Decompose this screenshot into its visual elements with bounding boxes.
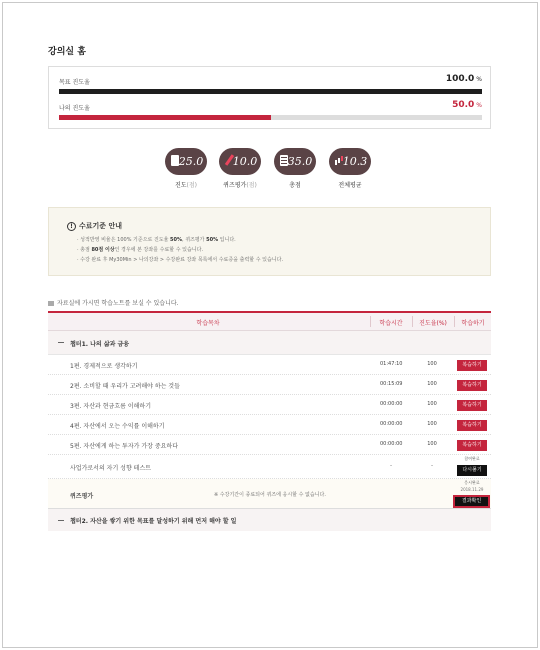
my-progress-value: 50.0 % bbox=[452, 100, 482, 110]
chapter-row[interactable] bbox=[48, 509, 491, 531]
stat-quiz-label: 퀴즈평가 bbox=[223, 182, 247, 189]
score-summary bbox=[160, 148, 375, 192]
chapter-row[interactable] bbox=[48, 331, 491, 355]
chapter-title: 챕터2. 자산을 쌓기 위한 목표를 달성하기 위해 먼저 해야 할 일 bbox=[70, 518, 237, 525]
view-result-button[interactable]: 결과확인 bbox=[453, 495, 490, 508]
stat-total bbox=[269, 148, 321, 189]
progress-panel bbox=[48, 66, 491, 129]
header-action: 학습하기 bbox=[461, 320, 485, 327]
notice-line: · 성적반영 비율은 100% 기준으로 진도율 50%, 퀴즈평가 50% 입니다. bbox=[77, 237, 236, 243]
quiz-title: 퀴즈평가 bbox=[70, 493, 94, 500]
stat-progress-badge: 25.0 bbox=[165, 148, 207, 175]
lesson-row bbox=[48, 415, 491, 435]
stat-total-label: 총점 bbox=[289, 182, 301, 189]
list-icon bbox=[280, 155, 288, 166]
my-progress-fill bbox=[59, 115, 271, 120]
collapse-icon[interactable] bbox=[58, 342, 64, 343]
info-icon: ! bbox=[67, 222, 76, 231]
page-title: 강의실 홈 bbox=[48, 47, 86, 57]
lesson-row bbox=[48, 395, 491, 415]
stat-average-label: 전체평균 bbox=[338, 182, 362, 189]
lesson-title: 4편. 자산에서 오는 수익률 이해하기 bbox=[70, 423, 165, 430]
header-title: 학습목차 bbox=[196, 320, 220, 327]
target-progress-bar bbox=[59, 89, 482, 94]
stat-total-badge: 35.0 bbox=[274, 148, 316, 175]
review-button[interactable]: 복습하기 bbox=[457, 400, 487, 411]
lesson-row bbox=[48, 355, 491, 375]
target-progress-label: 목표 진도율 bbox=[59, 79, 90, 86]
lesson-time: 00:00:00 bbox=[380, 441, 403, 447]
header-rate: 진도율(%) bbox=[419, 320, 447, 327]
retake-button[interactable]: 다시풀기 bbox=[457, 465, 487, 476]
review-button[interactable]: 복습하기 bbox=[457, 440, 487, 451]
self-test-title: 사업가로서의 자기 성향 테스트 bbox=[70, 465, 152, 472]
notice-title: ! 수료기준 안내 bbox=[67, 221, 122, 231]
self-test-row bbox=[48, 455, 491, 479]
stat-quiz-badge: 10.0 bbox=[219, 148, 261, 175]
target-progress-fill bbox=[59, 89, 482, 94]
lesson-time: 00:00:00 bbox=[380, 421, 403, 427]
lesson-table bbox=[48, 311, 491, 531]
quiz-date: 2018.11.29 bbox=[460, 487, 484, 492]
review-button[interactable]: 복습하기 bbox=[457, 380, 487, 391]
note-icon bbox=[48, 301, 54, 306]
lesson-title: 3편. 자산과 현금흐름 이해하기 bbox=[70, 403, 151, 410]
stat-progress-unit: (점) bbox=[186, 182, 198, 189]
notice-line: · 수강 완료 후 My30Min > 나의강좌 > 수강완료 강좌 목록에서 수료증을 출력할 수 있습니다. bbox=[77, 257, 284, 263]
self-test-status: 참여완료 bbox=[464, 456, 480, 461]
lesson-rate: 100 bbox=[427, 401, 437, 407]
reference-note: 자료실에 가시면 학습노트를 보실 수 있습니다. bbox=[48, 298, 179, 307]
lesson-time: 01:47:10 bbox=[380, 361, 403, 367]
lesson-rate: 100 bbox=[427, 421, 437, 427]
pencil-icon bbox=[225, 155, 233, 166]
lesson-title: 5편. 자산에게 하는 투자가 가장 중요하다 bbox=[70, 443, 178, 450]
stat-quiz-unit: (점) bbox=[246, 182, 257, 189]
chapter-title: 챕터1. 나의 삶과 금융 bbox=[70, 341, 130, 348]
stat-progress-label: 진도 bbox=[174, 182, 187, 189]
my-progress-bar bbox=[59, 115, 482, 120]
bar-chart-icon bbox=[335, 155, 343, 166]
lesson-title: 2편. 소비할 때 우리가 고려해야 하는 것들 bbox=[70, 383, 180, 390]
target-progress-value: 100.0 % bbox=[445, 74, 482, 84]
collapse-icon[interactable] bbox=[58, 520, 64, 521]
stat-quiz bbox=[214, 148, 266, 189]
lesson-row bbox=[48, 435, 491, 455]
quiz-status: 응시완료 bbox=[464, 480, 480, 485]
quiz-note: ※ 수강기간이 종료되어 퀴즈에 응시할 수 없습니다. bbox=[214, 492, 326, 498]
header-time: 학습시간 bbox=[379, 320, 403, 327]
self-test-time: - bbox=[390, 463, 392, 469]
lesson-row bbox=[48, 375, 491, 395]
lesson-rate: 100 bbox=[427, 361, 437, 367]
quiz-row bbox=[48, 479, 491, 509]
stat-average-badge: 10.3 bbox=[329, 148, 371, 175]
lesson-time: 00:15:09 bbox=[380, 381, 403, 387]
review-button[interactable]: 복습하기 bbox=[457, 420, 487, 431]
lesson-rate: 100 bbox=[427, 381, 437, 387]
self-test-rate: - bbox=[431, 463, 433, 469]
notice-line: · 총점 80점 이상인 경우에 본 강좌를 수료할 수 있습니다. bbox=[77, 247, 204, 253]
lesson-time: 00:00:00 bbox=[380, 401, 403, 407]
lesson-rate: 100 bbox=[427, 441, 437, 447]
completion-notice bbox=[48, 207, 491, 276]
table-header bbox=[48, 313, 491, 331]
stat-average bbox=[324, 148, 376, 189]
review-button[interactable]: 복습하기 bbox=[457, 360, 487, 371]
my-progress-label: 나의 진도율 bbox=[59, 105, 90, 112]
lesson-title: 1편. 경제적으로 생각하기 bbox=[70, 363, 138, 370]
stat-progress bbox=[160, 148, 212, 189]
document-icon bbox=[171, 155, 179, 166]
